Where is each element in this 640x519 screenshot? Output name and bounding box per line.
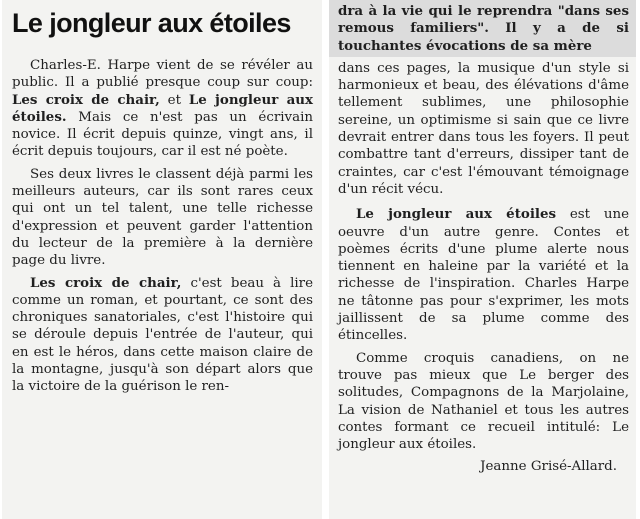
book-title-croix: Les croix de chair, <box>12 91 160 108</box>
book-title-jongleur-2: Le jongleur aux étoiles <box>356 206 557 223</box>
continuation-band <box>329 0 636 57</box>
right-column <box>329 0 636 519</box>
continuation-text: dra à la vie qui le reprendra "dans ses remous familiers". Il y a de si touchantes évocations de sa mère <box>338 3 629 54</box>
book-title-croix-2: Les croix de chair, <box>30 274 182 291</box>
left-column <box>2 0 322 519</box>
paragraph-continuation: dans ces pages, la musique d'un style si harmonieux et beau, des élévations d'âme tellement sublimes, une philosophie sereine, un optimisme si sain que ce livre devrait entrer dans tous les foyers. Il peut combattre tant d'erreurs, dissiper tant de craintes, car c'est l'émouvant témoignage d'un récit vécu. <box>338 60 629 197</box>
intro-text-c: et <box>159 92 189 108</box>
author-signature: Jeanne Grisé-Allard. <box>480 459 617 475</box>
intro-text-a: Charles-E. Harpe vient de se révéler au public. Il a publié presque coup sur coup: <box>12 58 313 91</box>
article-title: Le jongleur aux étoiles <box>12 8 291 38</box>
paragraph-jongleur <box>338 206 629 344</box>
paragraph-intro <box>12 57 313 161</box>
jongleur-text: est une oeuvre d'un autre genre. Contes et poèmes écrits d'une plume alerte nous tiennent en haleine par la variété et la richesse de l'inspiration. Charles Harpe ne tâtonne pas pour s'exprimer, les mots jaillissent de sa plume comme des étincelles. <box>338 207 629 344</box>
paragraph-classement: Ses deux livres le classent déjà parmi les meilleurs auteurs, car ils sont rares ceux qui ont un tel talent, une telle richesse d'expression et peuvent garder l'attention du lecteur de la première à la dernière page du livre. <box>12 166 313 269</box>
book-title-jongleur: Le jongleur aux étoiles. <box>12 91 313 125</box>
intro-text-d: Mais ce n'est pas un écrivain novice. Il écrit depuis quinze, vingt ans, il écrit depuis toujours, car il est né poète. <box>12 109 313 160</box>
paragraph-croix-de-chair <box>12 275 313 396</box>
paragraph-croquis: Comme croquis canadiens, on ne trouve pas mieux que Le berger des solitudes, Compagnons de la Marjolaine, La vision de Nathaniel et tous les autres contes formant ce recueil intitulé: Le jongleur aux étoiles. <box>338 350 629 453</box>
croix-text: c'est beau à lire comme un roman, et pourtant, ce sont des chroniques sanatoriales, c'est l'histoire qui se déroule depuis l'entrée de l'auteur, qui en est le héros, dans cette maison claire de la montagne, jusqu'à son départ alors que la victoire de la guérison le ren- <box>12 275 313 395</box>
column-divider <box>323 0 327 519</box>
